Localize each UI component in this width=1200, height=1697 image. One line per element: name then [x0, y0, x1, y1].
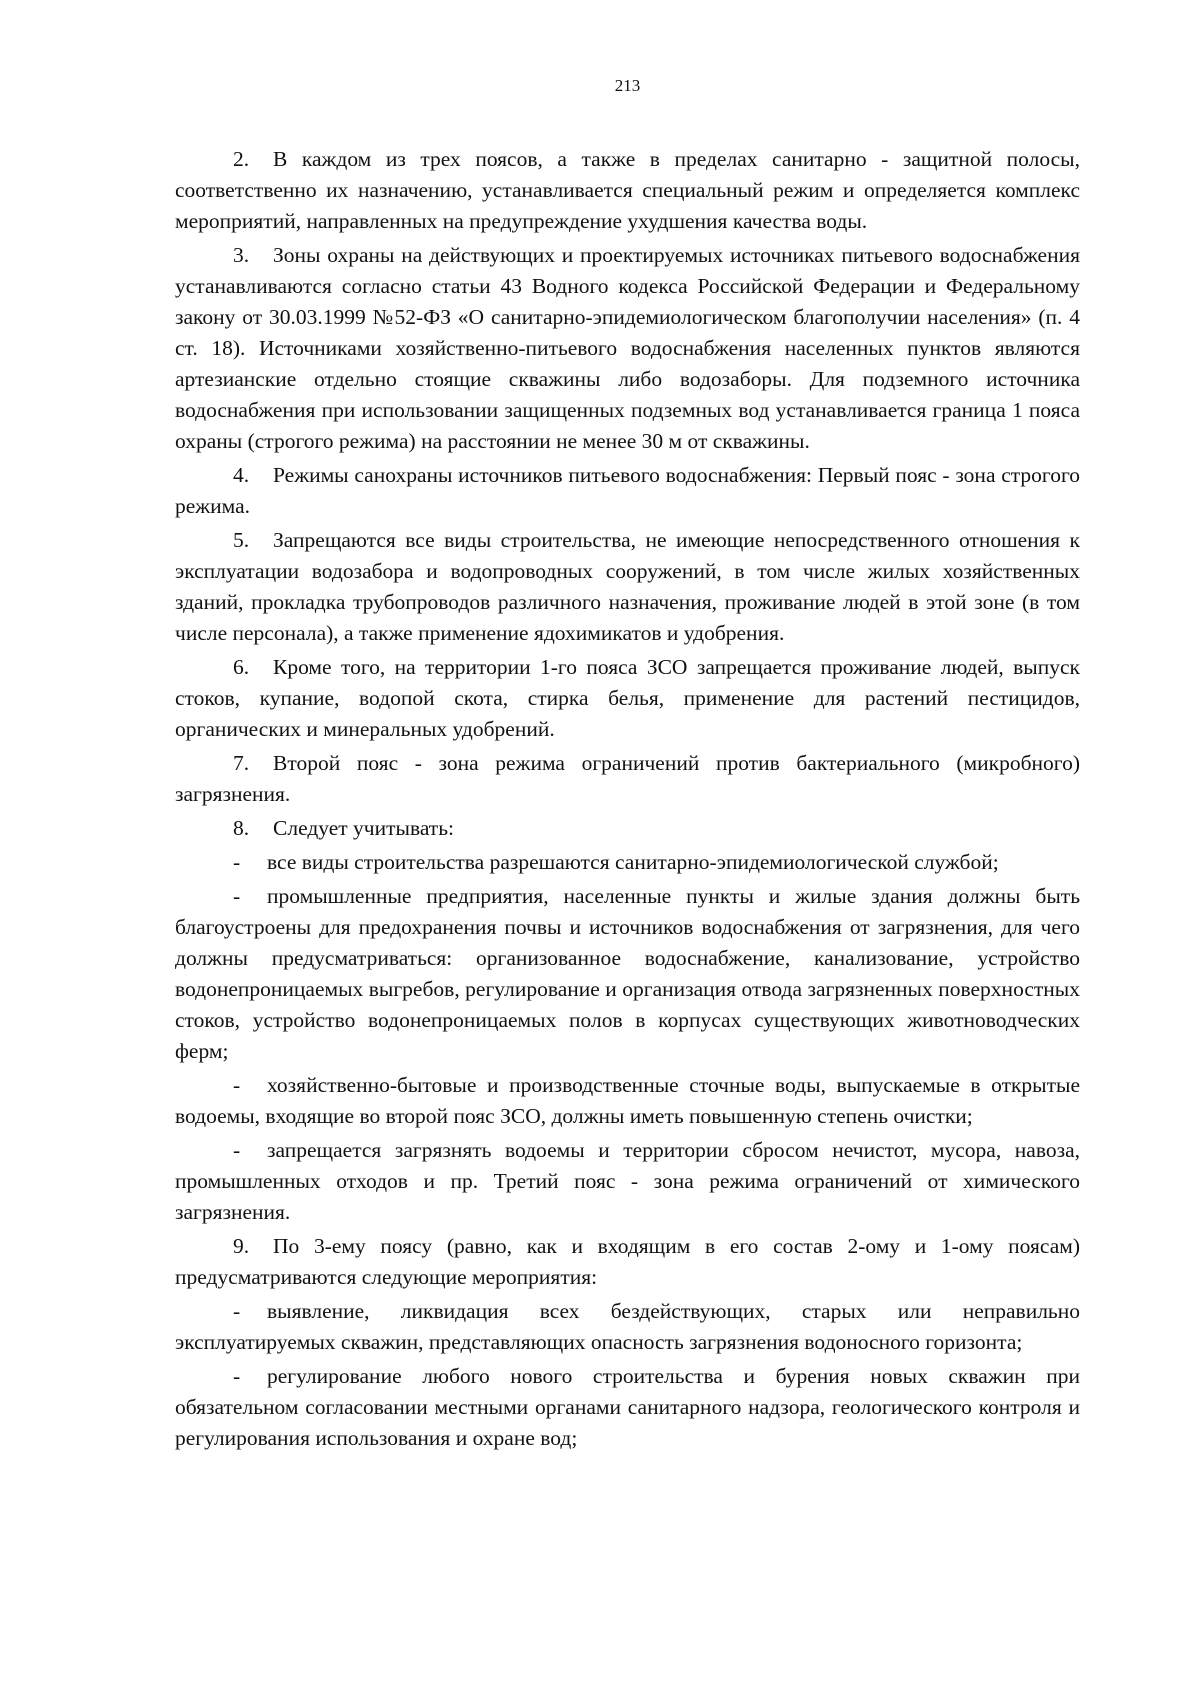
- paragraph-4: [175, 460, 1080, 522]
- paragraph-text: Следует учитывать:: [273, 816, 454, 840]
- list-item-text: хозяйственно-бытовые и производственные сточные воды, выпускаемые в открытые водоемы, входящие во второй пояс ЗСО, должны иметь повышенную степень очистки;: [175, 1073, 1080, 1128]
- list-item: [175, 1361, 1080, 1454]
- dash-marker: -: [233, 884, 241, 908]
- list-item-text: запрещается загрязнять водоемы и территории сбросом нечистот, мусора, навоза, промышленных отходов и пр. Третий пояс - зона режима ограничений от химического загрязнения.: [175, 1138, 1080, 1224]
- dash-marker: -: [233, 1138, 241, 1162]
- list-item-text: выявление, ликвидация всех бездействующих, старых или неправильно эксплуатируемых скважин, представляющих опасность загрязнения водоносного горизонта;: [175, 1299, 1080, 1354]
- page-number: 213: [614, 76, 641, 95]
- paragraph-2: [175, 144, 1080, 237]
- list-item: [175, 1296, 1080, 1358]
- paragraph-marker: 3.: [233, 243, 250, 267]
- paragraph-marker: 6.: [233, 655, 250, 679]
- list-item: [175, 1070, 1080, 1132]
- dash-marker: -: [233, 1073, 241, 1097]
- paragraph-8: [175, 813, 1080, 844]
- paragraph-5: [175, 525, 1080, 649]
- dash-marker: -: [233, 1364, 241, 1388]
- paragraph-3: [175, 240, 1080, 457]
- dash-marker: -: [233, 850, 241, 874]
- paragraph-text: Зоны охраны на действующих и проектируемых источниках питьевого водоснабжения устанавливаются согласно статьи 43 Водного кодекса Российской Федерации и Федеральному закону от 30.03.1999 №52-ФЗ «О санитарно-эпидемиологическом благополучии населения» (п. 4 ст. 18). Источниками хозяйственно-питьевого водоснабжения населенных пунктов являются артезианские отдельно стоящие скважины либо водозаборы. Для подземного источника водоснабжения при использовании защищенных подземных вод устанавливается граница 1 пояса охраны (строгого режима) на расстоянии не менее 30 м от скважины.: [175, 243, 1080, 453]
- paragraph-marker: 7.: [233, 751, 250, 775]
- paragraph-marker: 5.: [233, 528, 250, 552]
- list-item-text: все виды строительства разрешаются санитарно-эпидемиологической службой;: [267, 850, 999, 874]
- list-item-text: промышленные предприятия, населенные пункты и жилые здания должны быть благоустроены для предохранения почвы и источников водоснабжения от загрязнения, для чего должны предусматриваться: организованное водоснабжение, канализование, устройство водонепроницаемых выгребов, регулирование и организация отвода загрязненных поверхностных стоков, устройство водонепроницаемых полов в корпусах существующих животноводческих ферм;: [175, 884, 1080, 1063]
- paragraph-9: [175, 1231, 1080, 1293]
- paragraph-text: Режимы санохраны источников питьевого водоснабжения: Первый пояс - зона строгого режима.: [175, 463, 1080, 518]
- list-item-text: регулирование любого нового строительства и бурения новых скважин при обязательном согласовании местными органами санитарного надзора, геологического контроля и регулирования использования и охране вод;: [175, 1364, 1080, 1450]
- paragraph-text: Запрещаются все виды строительства, не имеющие непосредственного отношения к эксплуатации водозабора и водопроводных сооружений, в том числе жилых хозяйственных зданий, прокладка трубопроводов различного назначения, проживание людей в этой зоне (в том числе персонала), а также применение ядохимикатов и удобрения.: [175, 528, 1080, 645]
- list-item: [175, 847, 1080, 878]
- paragraph-marker: 4.: [233, 463, 250, 487]
- paragraph-text: Второй пояс - зона режима ограничений против бактериального (микробного) загрязнения.: [175, 751, 1080, 806]
- dash-marker: -: [233, 1299, 241, 1323]
- paragraph-6: [175, 652, 1080, 745]
- paragraph-text: Кроме того, на территории 1-го пояса ЗСО запрещается проживание людей, выпуск стоков, купание, водопой скота, стирка белья, применение для растений пестицидов, органических и минеральных удобрений.: [175, 655, 1080, 741]
- paragraph-text: В каждом из трех поясов, а также в пределах санитарно - защитной полосы, соответственно их назначению, устанавливается специальный режим и определяется комплекс мероприятий, направленных на предупреждение ухудшения качества воды.: [175, 147, 1080, 233]
- paragraph-marker: 8.: [233, 816, 250, 840]
- list-item: [175, 881, 1080, 1067]
- paragraph-7: [175, 748, 1080, 810]
- list-item: [175, 1135, 1080, 1228]
- paragraph-text: По 3-ему поясу (равно, как и входящим в его состав 2-ому и 1-ому поясам) предусматриваются следующие мероприятия:: [175, 1234, 1080, 1289]
- paragraph-marker: 2.: [233, 147, 250, 171]
- paragraph-marker: 9.: [233, 1234, 250, 1258]
- document-body: [175, 144, 1080, 1457]
